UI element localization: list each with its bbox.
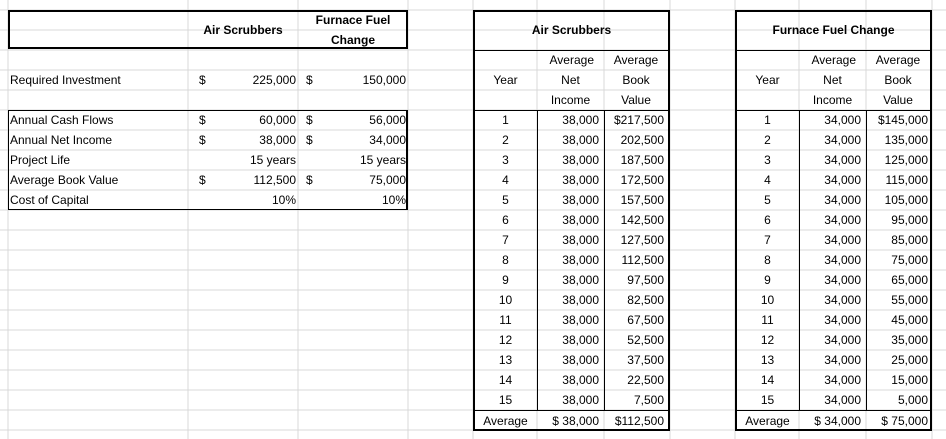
table-row-year: 6 (502, 213, 509, 227)
table-row-year: 3 (764, 153, 771, 167)
table-row-net-income: 34,000 (824, 233, 861, 247)
table-row-year: 3 (502, 153, 509, 167)
table-row-net-income: 34,000 (824, 253, 861, 267)
table-row-book-value: 95,000 (891, 213, 928, 227)
summary-row-value-furnace: 56,000 (369, 113, 406, 127)
summary-header-air-scrubbers: Air Scrubbers (203, 23, 283, 37)
table-row-net-income: 34,000 (824, 313, 861, 327)
summary-row-label: Cost of Capital (10, 193, 89, 207)
air-average-label: Average (483, 414, 528, 428)
summary-row-currency-furnace: $ (306, 73, 313, 87)
table-row-net-income: 38,000 (562, 313, 599, 327)
furnace-average-net-income: $ 34,000 (814, 414, 861, 428)
table-row-book-value: 105,000 (884, 193, 928, 207)
summary-row-label: Annual Cash Flows (10, 113, 114, 127)
table-row-year: 11 (499, 313, 512, 327)
table-row-book-value: 115,000 (885, 173, 928, 187)
summary-row-value-air: 112,500 (253, 173, 296, 187)
table-row-book-value: 22,500 (627, 373, 664, 387)
table-row-net-income: 34,000 (824, 393, 861, 407)
summary-row-currency-air: $ (199, 173, 206, 187)
air-col-ni-line3: Income (550, 93, 591, 107)
air-average-book-value: $112,500 (614, 414, 664, 428)
table-row-net-income: 38,000 (562, 133, 599, 147)
summary-row-currency-furnace (306, 150, 318, 170)
furnace-col-ni-line3: Income (812, 93, 853, 107)
table-row-year: 15 (760, 393, 775, 407)
table-row-year: 7 (502, 233, 509, 247)
table-row-year: 15 (498, 393, 513, 407)
table-row-book-value: 157,500 (620, 193, 664, 207)
air-table-title: Air Scrubbers (531, 23, 612, 37)
table-row-year: 4 (764, 173, 771, 187)
table-row-net-income: 34,000 (824, 153, 861, 167)
summary-row-currency-air (199, 190, 211, 210)
table-row-year: 8 (764, 253, 771, 267)
air-col-bv-line1: Average (613, 53, 659, 67)
table-row-year: 13 (498, 353, 513, 367)
furnace-col-bv-line3: Value (883, 93, 913, 107)
table-row-book-value: 172,500 (620, 173, 664, 187)
air-average-net-income: $ 38,000 (552, 414, 599, 428)
table-row-book-value: 142,500 (620, 213, 664, 227)
summary-row-value-furnace: 150,000 (362, 73, 406, 87)
table-row-book-value: 67,500 (627, 313, 664, 327)
table-row-year: 12 (760, 333, 775, 347)
table-row-year: 2 (764, 133, 771, 147)
air-col-bv-line2: Book (622, 73, 650, 87)
table-row-book-value: 25,000 (891, 353, 928, 367)
summary-row-value-furnace: 75,000 (369, 173, 406, 187)
table-row-year: 12 (498, 333, 513, 347)
table-row-net-income: 34,000 (824, 273, 861, 287)
table-row-year: 1 (502, 113, 509, 127)
table-row-book-value: $217,500 (613, 113, 664, 127)
furnace-table-title: Furnace Fuel Change (772, 23, 895, 37)
table-row-book-value: 35,000 (891, 333, 928, 347)
summary-row-value-air: 38,000 (259, 133, 296, 147)
table-row-year: 2 (502, 133, 509, 147)
table-row-net-income: 38,000 (562, 233, 599, 247)
table-row-year: 7 (764, 233, 771, 247)
table-row-net-income: 34,000 (824, 173, 861, 187)
furnace-col-ni-line2: Net (823, 73, 842, 87)
table-row-book-value: 7,500 (633, 393, 664, 407)
table-row-book-value: 5,000 (897, 393, 928, 407)
table-row-year: 5 (502, 193, 509, 207)
summary-row-value-air: 15 years (249, 153, 296, 167)
summary-row-currency-air: $ (199, 113, 206, 127)
table-row-book-value: 202,500 (620, 133, 664, 147)
summary-row-label: Project Life (10, 153, 71, 167)
table-row-net-income: 38,000 (562, 253, 599, 267)
table-row-book-value: 135,000 (884, 133, 928, 147)
table-row-net-income: 34,000 (824, 293, 861, 307)
table-row-book-value: 97,500 (627, 273, 664, 287)
table-row-net-income: 34,000 (824, 133, 861, 147)
table-row-net-income: 38,000 (562, 173, 599, 187)
summary-row-currency-furnace: $ (306, 173, 313, 187)
summary-row-label: Average Book Value (10, 173, 119, 187)
air-col-ni-line1: Average (549, 53, 594, 67)
table-row-net-income: 34,000 (824, 373, 861, 387)
table-row-year: 5 (764, 193, 771, 207)
table-row-book-value: 37,500 (627, 353, 664, 367)
furnace-col-bv-line1: Average (875, 53, 921, 67)
table-row-book-value: 45,000 (891, 313, 928, 327)
table-row-book-value: 52,500 (627, 333, 664, 347)
table-row-year: 10 (498, 293, 513, 307)
table-row-year: 14 (498, 373, 513, 387)
table-row-net-income: 38,000 (562, 353, 599, 367)
table-row-year: 6 (764, 213, 771, 227)
table-row-year: 13 (760, 353, 775, 367)
table-row-net-income: 38,000 (562, 393, 599, 407)
table-row-book-value: 85,000 (891, 233, 928, 247)
furnace-col-ni-line1: Average (811, 53, 856, 67)
table-row-book-value: 112,500 (621, 253, 664, 267)
table-row-net-income: 38,000 (562, 373, 599, 387)
summary-row-label: Annual Net Income (10, 133, 113, 147)
table-row-net-income: 38,000 (562, 113, 599, 127)
table-row-year: 1 (764, 113, 771, 127)
furnace-col-bv-line2: Book (884, 73, 912, 87)
summary-row-value-air: 225,000 (252, 73, 296, 87)
table-row-book-value: 125,000 (884, 153, 928, 167)
summary-row-value-furnace: 34,000 (369, 133, 406, 147)
table-row-book-value: 15,000 (891, 373, 928, 387)
summary-row-currency-furnace: $ (306, 113, 313, 127)
summary-row-currency-furnace (306, 190, 318, 210)
air-col-ni-line2: Net (561, 73, 580, 87)
summary-row-currency-air (199, 150, 211, 170)
table-row-book-value: 65,000 (891, 273, 928, 287)
furnace-average-book-value: $ 75,000 (881, 414, 928, 428)
table-row-book-value: 127,500 (620, 233, 664, 247)
table-row-net-income: 38,000 (562, 273, 599, 287)
table-row-book-value: 55,000 (891, 293, 928, 307)
table-row-net-income: 34,000 (824, 333, 861, 347)
table-row-year: 11 (761, 313, 774, 327)
table-row-book-value: 82,500 (627, 293, 664, 307)
table-row-year: 14 (760, 373, 775, 387)
table-row-book-value: 75,000 (891, 253, 928, 267)
summary-row-value-air: 60,000 (259, 113, 296, 127)
table-row-year: 10 (760, 293, 775, 307)
table-row-year: 9 (764, 273, 771, 287)
table-row-year: 9 (502, 273, 509, 287)
summary-row-value-furnace: 10% (381, 193, 406, 207)
table-row-net-income: 38,000 (562, 333, 599, 347)
table-row-net-income: 34,000 (824, 213, 861, 227)
summary-row-value-furnace: 15 years (359, 153, 406, 167)
table-row-net-income: 34,000 (824, 113, 861, 127)
summary-header-furnace-line2: Change (330, 33, 375, 47)
air-col-bv-line3: Value (621, 93, 651, 107)
furnace-average-label: Average (745, 414, 790, 428)
summary-row-value-air: 10% (271, 193, 296, 207)
table-row-net-income: 38,000 (562, 293, 599, 307)
table-row-net-income: 38,000 (562, 213, 599, 227)
table-row-net-income: 34,000 (824, 193, 861, 207)
table-row-year: 4 (502, 173, 509, 187)
table-row-net-income: 38,000 (562, 153, 599, 167)
table-row-net-income: 34,000 (824, 353, 861, 367)
summary-row-currency-air: $ (199, 73, 206, 87)
summary-row-currency-air: $ (199, 133, 206, 147)
table-row-net-income: 38,000 (562, 193, 599, 207)
table-row-book-value: $145,000 (877, 113, 928, 127)
summary-row-currency-furnace: $ (306, 133, 313, 147)
table-row-year: 8 (502, 253, 509, 267)
summary-row-label: Required Investment (10, 73, 121, 87)
furnace-col-year: Year (755, 73, 780, 87)
table-row-book-value: 187,500 (620, 153, 664, 167)
air-col-year: Year (493, 73, 518, 87)
summary-header-furnace-line1: Furnace Fuel (315, 13, 391, 27)
